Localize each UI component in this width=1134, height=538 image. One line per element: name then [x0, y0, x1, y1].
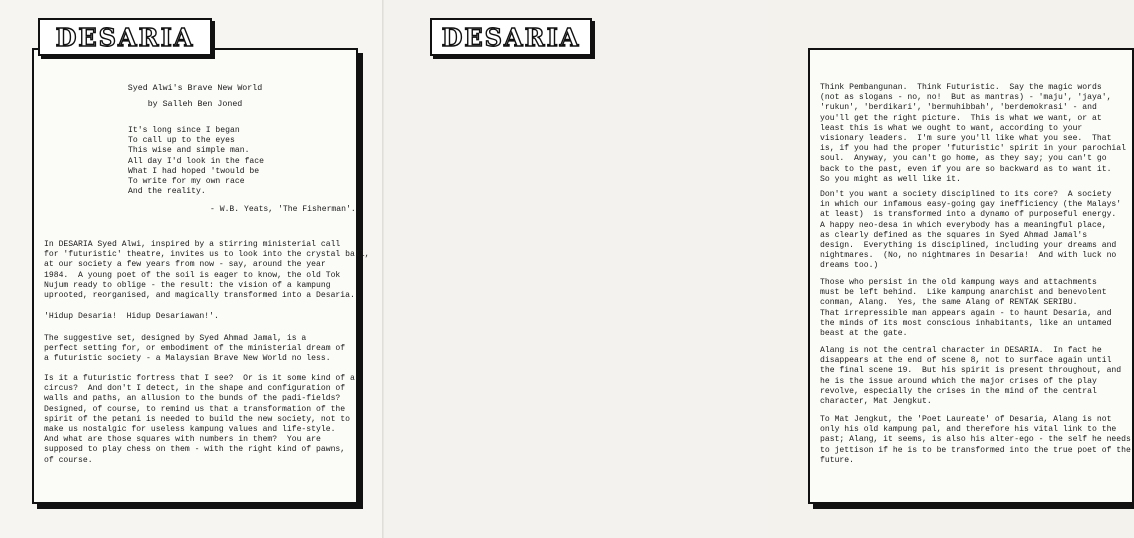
- epigraph-poem: It's long since I began To call up to the eyes This wise and simple man. All day I'd look in the face What I had hoped 'twould be To write for my own race And the reality.: [128, 126, 264, 197]
- left-text-frame: [32, 48, 370, 504]
- article-byline: by Salleh Ben Joned: [147, 100, 243, 109]
- paragraph-2: 'Hidup Desaria! Hidup Desariawan!'.: [44, 312, 219, 321]
- right-text-frame: [808, 48, 1134, 504]
- paragraph-5: Think Pembangunan. Think Futuristic. Say the magic words (not as slogans - no, no! But as mantras) - 'maju', 'jaya', 'rukun', 'berdikari', 'bermuhibbah', 'berdemokrasi' - and you'll get the right picture. This is what we want, or at least this is what we ought to want, according to your visionary leaders. I'm sure you'll like what you see. That is, if you had the proper 'futuristic' spirit in your parochial soul. Anyway, you can't go home, as they say; you can't go back to the past, even if you are so backward as to want it. So you might as well like it.: [820, 83, 1126, 184]
- paragraph-8: Alang is not the central character in DESARIA. In fact he disappears at the end of scene 8, not to surface again until the final scene 19. But his spirit is present throughout, and he is the issue around which the major crises of the play revolve, especially the crises in the mind of the central character, Mat Jengkut.: [820, 346, 1122, 407]
- desaria-logo-right: DESARIA: [430, 18, 592, 56]
- paragraph-4: Is it a futuristic fortress that I see? Or is it some kind of a circus? And don't I detect, in the shape and configuration of walls and paths, an allusion to the bunds of the padi-fields? Designed, of course, to remind us that a transformation of the spirit of the petani is needed to build the new society, not to make us nostalgic for useless kampung values and life-style. And what are those squares with numbers in them? You are supposed to play chess on them - with the right kind of pawns, of course.: [44, 374, 355, 465]
- epigraph-attribution: - W.B. Yeats, 'The Fisherman'.: [210, 205, 356, 214]
- desaria-logo: DESARIA: [38, 18, 212, 56]
- left-page: [0, 0, 384, 538]
- paragraph-7: Those who persist in the old kampung ways and attachments must be left behind. Like kampung anarchist and benevolent conman, Alang. Yes, the same Alang of RENTAK SERIBU. That irrepressible man appears again - to haunt Desaria, and the minds of its most conscious inhabitants, like an untamed beast at the gate.: [820, 278, 1112, 339]
- paragraph-9: To Mat Jengkut, the 'Poet Laureate' of Desaria, Alang is not only his old kampung pal, and therefore his vital link to the past; Alang, it seems, is also his alter-ego - the self he needs to jettison if he is to be transformed into the true poet of the future.: [820, 415, 1131, 465]
- paragraph-1: In DESARIA Syed Alwi, inspired by a stirring ministerial call for 'futuristic' theatre, invites us to look into the crystal ball, at our society a few years from now - say, around the year 1984. A young poet of the soil is eager to know, the old Tok Nujum ready to oblige - the result: the vision of a kampung uprooted, reorganised, and magically transformed into a Desaria.: [44, 240, 370, 301]
- right-page: [384, 0, 1131, 538]
- article-title: Syed Alwi's Brave New World: [127, 84, 263, 93]
- paragraph-6: Don't you want a society disciplined to its core? A society in which our infamous easy-going gay inefficiency (the Malays' at least) is transformed into a dynamo of purposeful energy. A happy neo-desa in which everybody has a meaningful place, as clearly defined as the squares in Syed Ahmad Jamal's design. Everything is disciplined, including your dreams and nightmares. (No, no nightmares in Desaria! And with luck no dreams too.): [820, 190, 1122, 271]
- paragraph-3: The suggestive set, designed by Syed Ahmad Jamal, is a perfect setting for, or embodiment of the ministerial dream of a futuristic society - a Malaysian Brave New World no less.: [44, 334, 346, 364]
